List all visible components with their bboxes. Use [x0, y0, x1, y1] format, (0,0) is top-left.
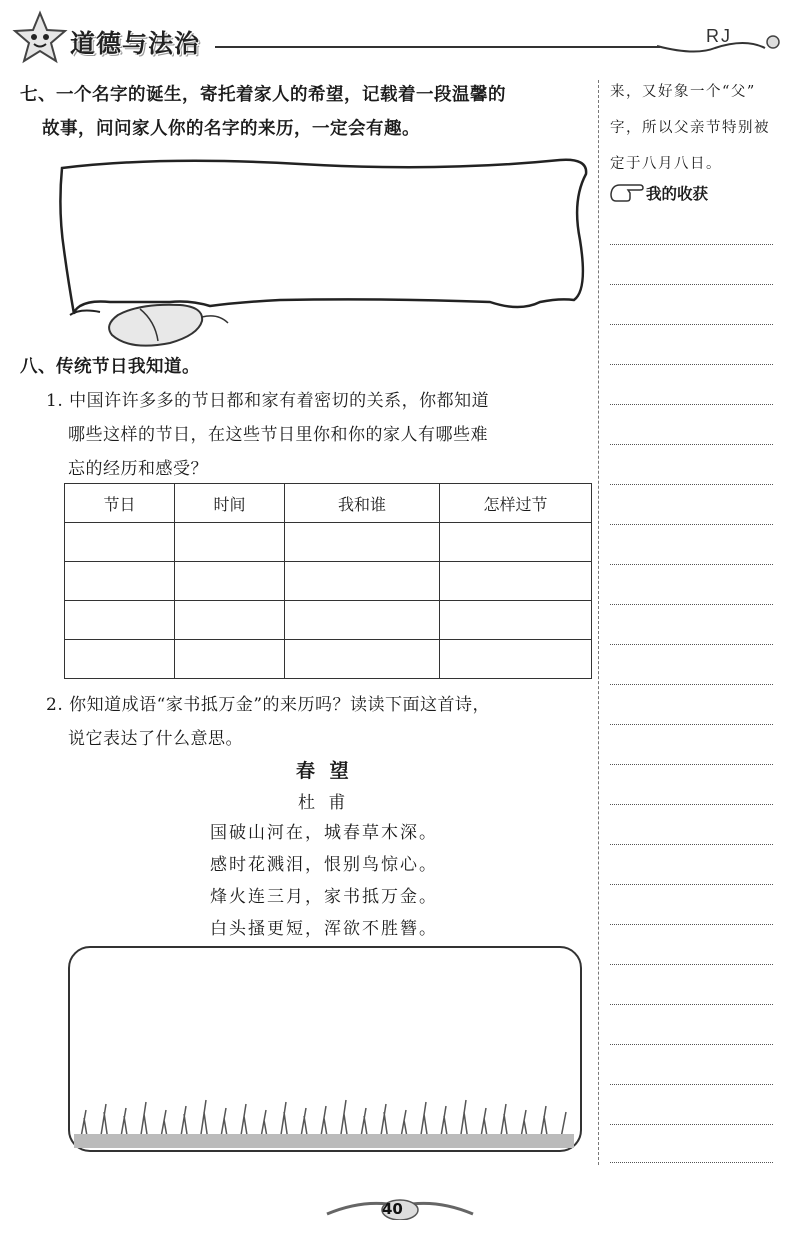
- harvest-writing-line: [610, 564, 773, 565]
- table-row: [65, 601, 592, 640]
- table-cell[interactable]: [65, 601, 175, 640]
- grass-decoration-icon: [74, 1090, 574, 1148]
- table-row: [65, 562, 592, 601]
- harvest-writing-line: [610, 404, 773, 405]
- column-header: 怎样过节: [440, 484, 592, 523]
- table-cell[interactable]: [65, 562, 175, 601]
- table-cell[interactable]: [285, 523, 440, 562]
- question1-line1: 1. 中国许许多多的节日都和家有着密切的关系，你都知道: [46, 391, 490, 411]
- harvest-writing-line: [610, 524, 773, 525]
- table-cell[interactable]: [175, 562, 285, 601]
- harvest-writing-line: [610, 964, 773, 965]
- question1-line3: 忘的经历和感受？: [68, 459, 208, 479]
- table-cell[interactable]: [440, 640, 592, 679]
- table-cell[interactable]: [175, 640, 285, 679]
- question1-line2: 哪些这样的节日，在这些节日里你和你的家人有哪些难: [68, 425, 488, 445]
- header-rule: [215, 46, 660, 48]
- harvest-writing-line: [610, 484, 773, 485]
- festival-table: [64, 483, 592, 679]
- harvest-writing-line: [610, 1084, 773, 1085]
- table-row: [65, 640, 592, 679]
- harvest-writing-line: [610, 324, 773, 325]
- table-header-row: [65, 484, 592, 523]
- harvest-writing-line: [610, 844, 773, 845]
- harvest-writing-line: [610, 764, 773, 765]
- harvest-writing-line: [610, 364, 773, 365]
- edition-mark: RJ: [706, 26, 732, 46]
- table-cell[interactable]: [440, 523, 592, 562]
- table-cell[interactable]: [175, 601, 285, 640]
- section7-prompt-line2: 故事，问问家人你的名字的来历，一定会有趣。: [42, 119, 420, 139]
- table-cell[interactable]: [65, 640, 175, 679]
- column-header: 时间: [175, 484, 285, 523]
- table-cell[interactable]: [175, 523, 285, 562]
- table-cell[interactable]: [440, 601, 592, 640]
- table-cell[interactable]: [285, 640, 440, 679]
- harvest-writing-line: [610, 1044, 773, 1045]
- table-cell[interactable]: [285, 601, 440, 640]
- harvest-writing-line: [610, 1004, 773, 1005]
- side-note-line: 定于八月八日。: [610, 156, 722, 172]
- table-cell[interactable]: [285, 562, 440, 601]
- harvest-writing-line: [610, 924, 773, 925]
- harvest-writing-line: [610, 244, 773, 245]
- poem-author: 杜 甫: [298, 793, 350, 813]
- harvest-writing-line: [610, 884, 773, 885]
- pointing-hand-icon: [608, 180, 644, 204]
- section7-prompt-line1: 七、一个名字的诞生，寄托着家人的希望，记载着一段温馨的: [20, 85, 506, 105]
- page-number: 40: [382, 1200, 403, 1218]
- poem-line: 烽火连三月，家书抵万金。: [210, 887, 438, 907]
- poem-line: 感时花溅泪，恨别鸟惊心。: [210, 855, 438, 875]
- table-row: [65, 523, 592, 562]
- harvest-writing-line: [610, 644, 773, 645]
- column-header: 节日: [65, 484, 175, 523]
- harvest-writing-line: [610, 1124, 773, 1125]
- harvest-writing-line: [610, 804, 773, 805]
- column-header: 我和谁: [285, 484, 440, 523]
- harvest-writing-line: [610, 284, 773, 285]
- table-cell[interactable]: [65, 523, 175, 562]
- poem-title: 春 望: [296, 760, 353, 782]
- question2-line2: 说它表达了什么意思。: [68, 729, 243, 749]
- subject-title: 道德与法治: [70, 29, 201, 58]
- mascot-star-icon: [12, 10, 68, 66]
- question2-line1: 2. 你知道成语“家书抵万金”的来历吗？读读下面这首诗，: [46, 695, 491, 715]
- side-note-line: 来，又好象一个“父”: [610, 84, 756, 100]
- poem-line: 国破山河在，城春草木深。: [210, 823, 438, 843]
- harvest-writing-line: [610, 604, 773, 605]
- harvest-writing-line: [610, 1162, 773, 1163]
- harvest-writing-line: [610, 444, 773, 445]
- harvest-label: 我的收获: [646, 185, 709, 203]
- computer-mouse-icon: [100, 295, 230, 355]
- table-cell[interactable]: [440, 562, 592, 601]
- harvest-writing-line: [610, 684, 773, 685]
- side-note-line: 字，所以父亲节特别被: [610, 120, 770, 136]
- poem-line: 白头搔更短，浑欲不胜簪。: [210, 919, 438, 939]
- section8-title: 八、传统节日我知道。: [20, 357, 200, 377]
- harvest-writing-line: [610, 724, 773, 725]
